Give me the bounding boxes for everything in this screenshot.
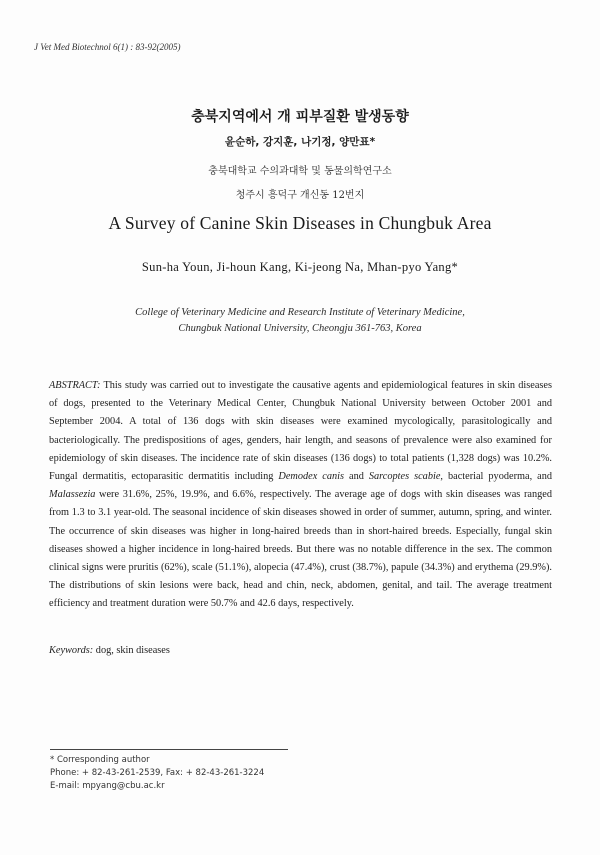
- species-sarcoptes-scabie: Sarcoptes scabie: [368, 471, 441, 483]
- abstract-text-part4: were 31.6%, 25%, 19.9%, and 6.6%, respectively. The average age of dogs with skin diseases was ranged from 1.3 to 3.1 year-old. The seasonal incidence of skin diseases showed in order of summer, autumn, spring, and winter. The occurrence of skin diseases was higher in long-haired breeds than in short-haired breeds. Especially, fungal skin diseases showed a higher incidence in long-haired breeds. But there was no notable difference in the sex. The common clinical signs were pruritis (62%), scale (51.1%), alopecia (47.4%), crust (38.7%), papule (34.3%) and erythema (29.9%). The distributions of skin lesions were back, head and chin, neck, abdomen, genital, and tail. The average treatment efficiency and treatment duration were 50.7% and 42.6 days, respectively.: [49, 489, 552, 610]
- abstract-text-part3: , bacterial pyoderma, and: [440, 471, 553, 483]
- keywords-label: Keywords:: [49, 645, 94, 656]
- abstract: [49, 377, 552, 614]
- korean-affiliation-line2: 청주시 흥덕구 개신동 12번지: [235, 190, 365, 201]
- english-affiliation-line2: Chungbuk National University, Cheongju 361-763, Korea: [178, 323, 422, 334]
- abstract-text-part2: and: [344, 471, 369, 483]
- journal-reference: J Vet Med Biotechnol 6(1) : 83-92(2005): [34, 42, 181, 52]
- abstract-label: ABSTRACT:: [49, 380, 101, 391]
- abstract-text-part1: This study was carried out to investigate the causative agents and epidemiological features in skin diseases of dogs, presented to the Veterinary Medical Center, Chungbuk National University between October 2001 and September 2004. A total of 136 dogs with skin diseases were examined mycologically, parasitologically and bacteriologically. The predispositions of ages, genders, hair length, and seasons of prevalence were also examined for epidemiology of skin diseases. The incidence rate of skin diseases (136 dogs) to total patients (1,328 dogs) was 10.2%. Fungal dermatitis, ectoparasitic dermatitis including: [49, 380, 552, 483]
- english-title: A Survey of Canine Skin Diseases in Chungbuk Area: [108, 213, 492, 233]
- species-demodex-canis: Demodex canis: [278, 471, 345, 483]
- korean-title: 충북지역에서 개 피부질환 발생동향: [191, 109, 409, 125]
- english-authors: Sun-ha Youn, Ji-houn Kang, Ki-jeong Na, Mhan-pyo Yang*: [141, 260, 459, 274]
- species-malassezia: Malassezia: [49, 489, 96, 501]
- korean-authors: 윤순하, 강지훈, 나기정, 양만표*: [224, 136, 376, 148]
- english-affiliation-line1: College of Veterinary Medicine and Research Institute of Veterinary Medicine,: [135, 307, 465, 318]
- footnote-email: E-mail: mpyang@cbu.ac.kr: [50, 781, 165, 791]
- korean-affiliation-line1: 충북대학교 수의과대학 및 동물의학연구소: [208, 166, 392, 177]
- footnote-divider: [50, 749, 288, 750]
- footnote-phone-fax: Phone: + 82-43-261-2539, Fax: + 82-43-261-3224: [50, 768, 265, 778]
- keywords-value: dog, skin diseases: [93, 645, 170, 656]
- footnote-corresponding-author: * Corresponding author: [50, 755, 150, 765]
- keywords: [49, 645, 170, 656]
